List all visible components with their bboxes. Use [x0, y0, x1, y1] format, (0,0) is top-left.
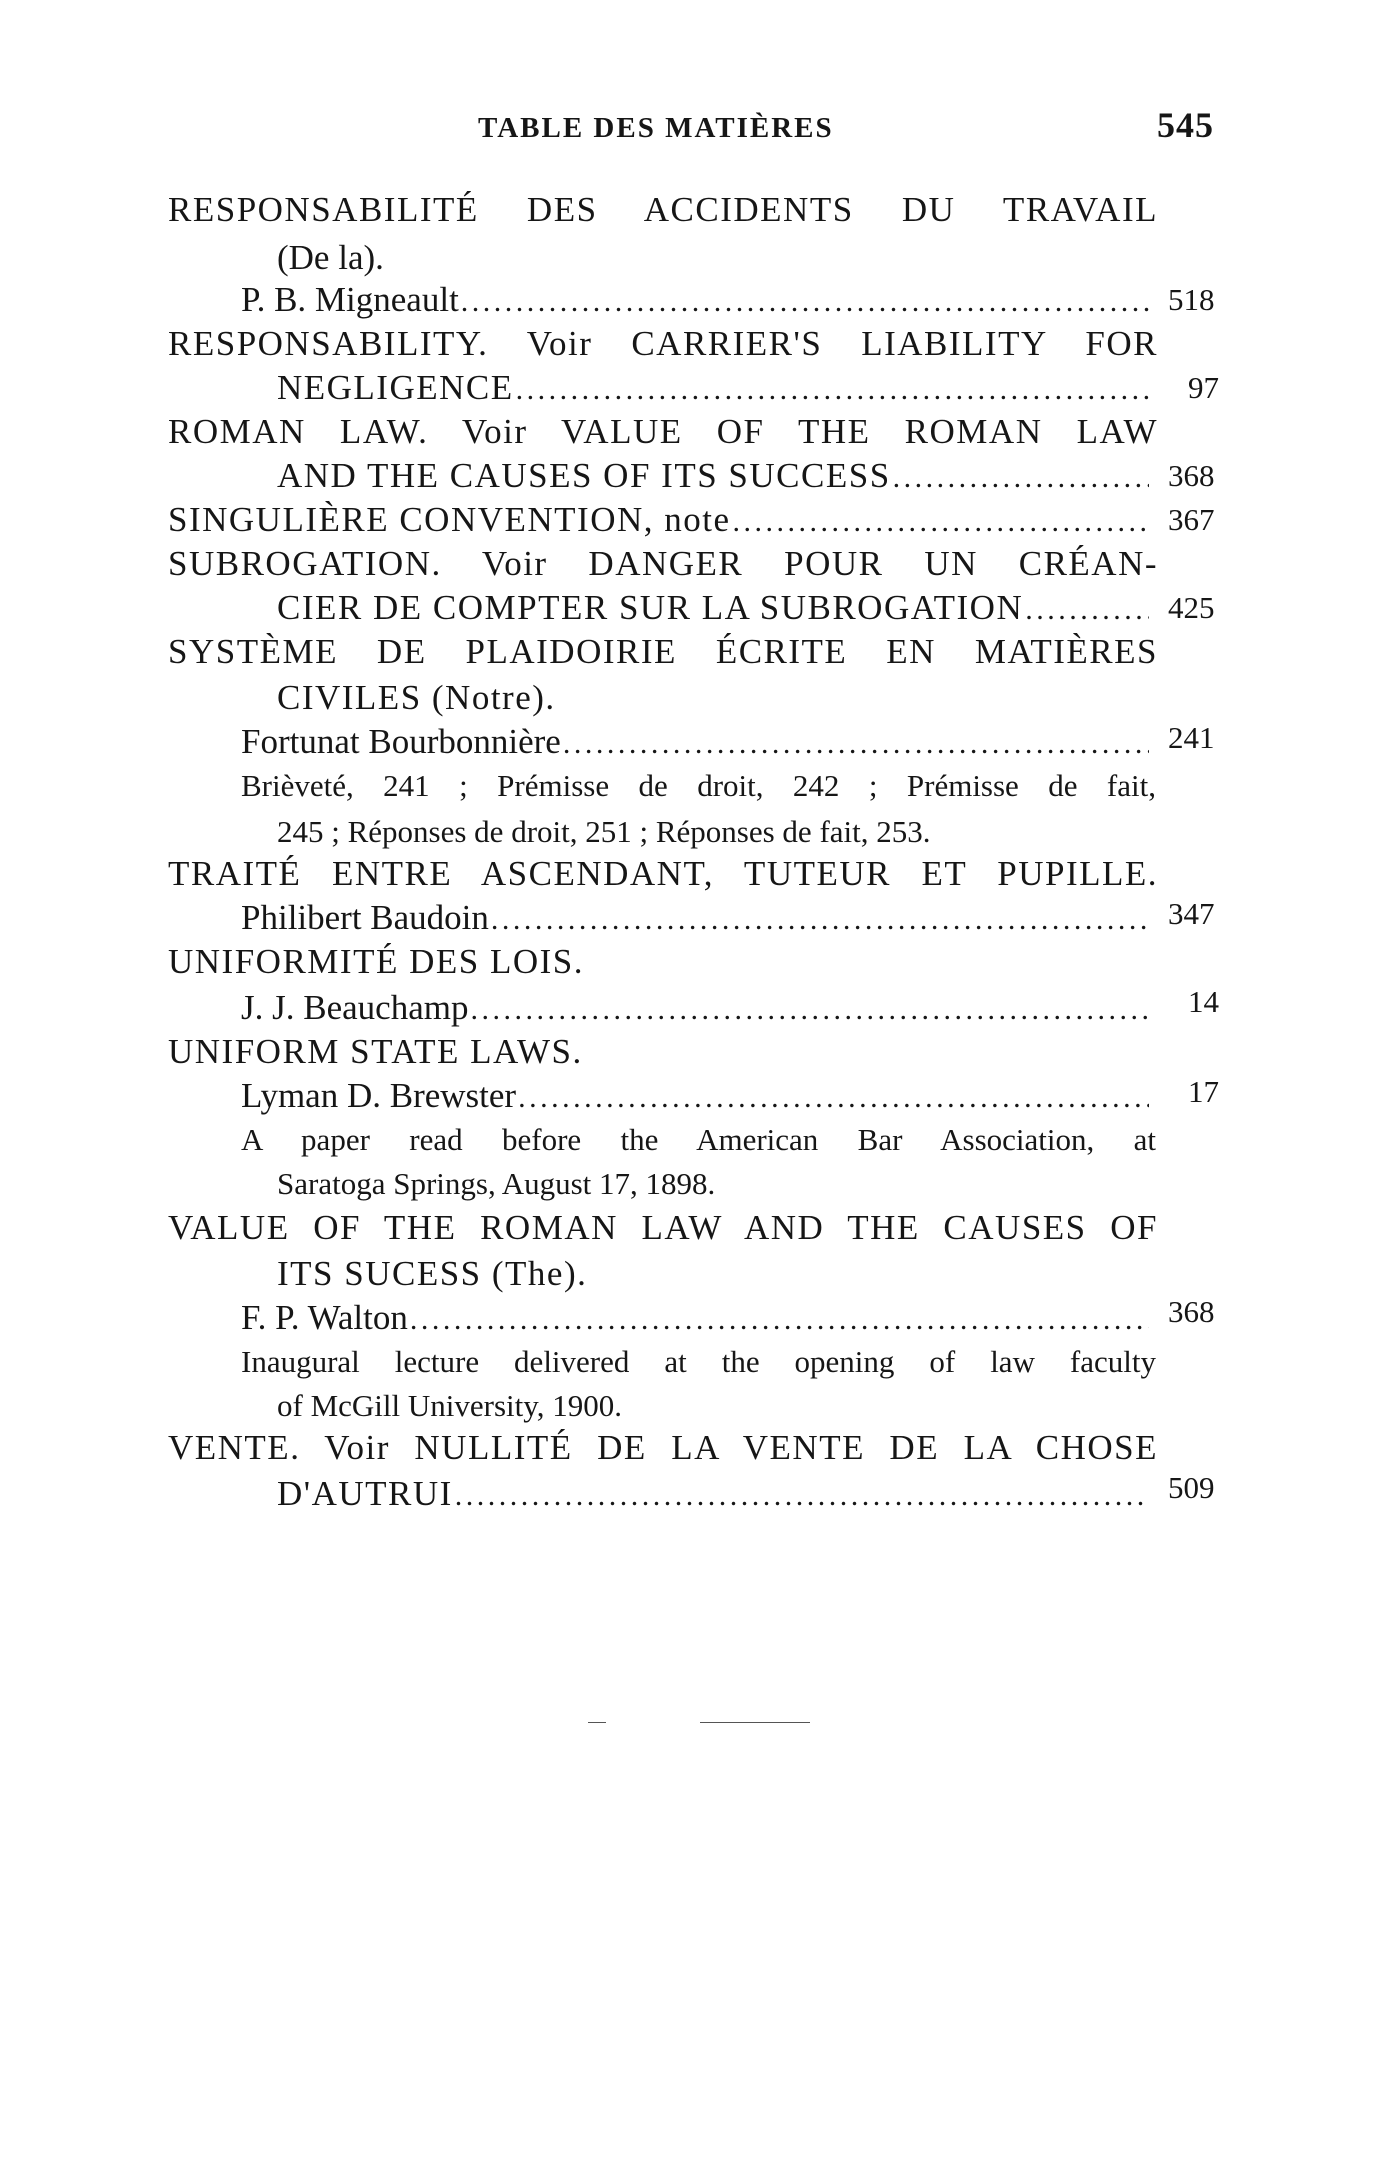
dot-leader [410, 1299, 1149, 1341]
entry-note-continuation: 245 ; Réponses de droit, 251 ; Réponses de fait, 253. [277, 814, 931, 849]
dot-leader [518, 1077, 1149, 1119]
entry-heading-continuation [277, 367, 1153, 409]
entry-heading: RESPONSABILITY. Voir CARRIER'S LIABILITY FOR [168, 324, 1158, 363]
author-name: J. J. Beauchamp [241, 988, 469, 1027]
entry-author-line [241, 279, 1153, 321]
entry-heading-continuation: ITS SUCESS (The). [277, 1254, 588, 1293]
cross-reference-target: CIER DE COMPTER SUR LA SUBROGATION [277, 588, 1024, 627]
dot-leader [516, 369, 1149, 411]
entry-heading: VENTE. Voir NULLITÉ DE LA VENTE DE LA CHOSE [168, 1428, 1158, 1467]
dot-leader [455, 1475, 1149, 1517]
entry-page-number: 17 [1188, 1074, 1219, 1109]
entry-author-line [241, 987, 1153, 1029]
entry-note: Inaugural lecture delivered at the opening of law faculty [241, 1344, 1156, 1379]
entry-heading-continuation [277, 587, 1153, 629]
entry-heading-continuation [277, 455, 1153, 497]
entry-author-line [241, 1075, 1153, 1117]
entry-page-number: 368 [1168, 458, 1215, 493]
entry-heading-continuation: (De la). [277, 238, 384, 277]
entry-note-continuation: of McGill University, 1900. [277, 1388, 622, 1423]
cross-reference-target: D'AUTRUI [277, 1474, 453, 1513]
entry-page-number: 425 [1168, 590, 1215, 625]
entry-page-number: 368 [1168, 1294, 1215, 1329]
entry-heading: ROMAN LAW. Voir VALUE OF THE ROMAN LAW [168, 412, 1158, 451]
end-rule-segment [588, 1722, 606, 1723]
entry-page-number: 367 [1168, 502, 1215, 537]
running-header-title: TABLE DES MATIÈRES [478, 112, 834, 144]
entry-page-number: 97 [1188, 370, 1219, 405]
entry-page-number: 518 [1168, 282, 1215, 317]
entry-heading-text: SINGULIÈRE CONVENTION, note [168, 500, 731, 539]
dot-leader [563, 723, 1149, 765]
entry-note: A paper read before the American Bar Association, at [241, 1122, 1156, 1157]
entry-page-number: 241 [1168, 720, 1215, 755]
entry-heading-continuation: CIVILES (Notre). [277, 678, 556, 717]
dot-leader [1025, 589, 1149, 631]
entry-heading: UNIFORMITÉ DES LOIS. [168, 942, 584, 981]
entry-heading: SYSTÈME DE PLAIDOIRIE ÉCRITE EN MATIÈRES [168, 632, 1158, 671]
entry-author-line [241, 721, 1153, 763]
dot-leader [491, 899, 1149, 941]
entry-author-line [241, 1297, 1153, 1339]
dot-leader [893, 457, 1149, 499]
cross-reference-target: AND THE CAUSES OF ITS SUCCESS [277, 456, 891, 495]
author-name: P. B. Migneault [241, 280, 459, 319]
running-header-page-number: 545 [1157, 105, 1214, 145]
end-rule-segment [700, 1722, 810, 1723]
entry-page-number: 509 [1168, 1470, 1215, 1505]
dot-leader [733, 501, 1149, 543]
entry-heading: VALUE OF THE ROMAN LAW AND THE CAUSES OF [168, 1208, 1158, 1247]
dot-leader [470, 989, 1149, 1031]
dot-leader [461, 281, 1149, 323]
author-name: Fortunat Bourbonnière [241, 722, 561, 761]
entry-note-continuation: Saratoga Springs, August 17, 1898. [277, 1166, 716, 1201]
entry-note: Brièveté, 241 ; Prémisse de droit, 242 ; Prémisse de fait, [241, 768, 1156, 803]
author-name: Philibert Baudoin [241, 898, 489, 937]
entry-heading [168, 499, 1153, 541]
author-name: F. P. Walton [241, 1298, 408, 1337]
entry-heading-continuation [277, 1473, 1153, 1515]
entry-author-line [241, 897, 1153, 939]
entry-heading: TRAITÉ ENTRE ASCENDANT, TUTEUR ET PUPILLE. [168, 854, 1158, 893]
author-name: Lyman D. Brewster [241, 1076, 517, 1115]
entry-page-number: 14 [1188, 984, 1219, 1019]
entry-heading: SUBROGATION. Voir DANGER POUR UN CRÉAN- [168, 544, 1158, 583]
entry-heading: UNIFORM STATE LAWS. [168, 1032, 583, 1071]
entry-page-number: 347 [1168, 896, 1215, 931]
cross-reference-target: NEGLIGENCE [277, 368, 514, 407]
entry-heading: RESPONSABILITÉ DES ACCIDENTS DU TRAVAIL [168, 190, 1158, 229]
